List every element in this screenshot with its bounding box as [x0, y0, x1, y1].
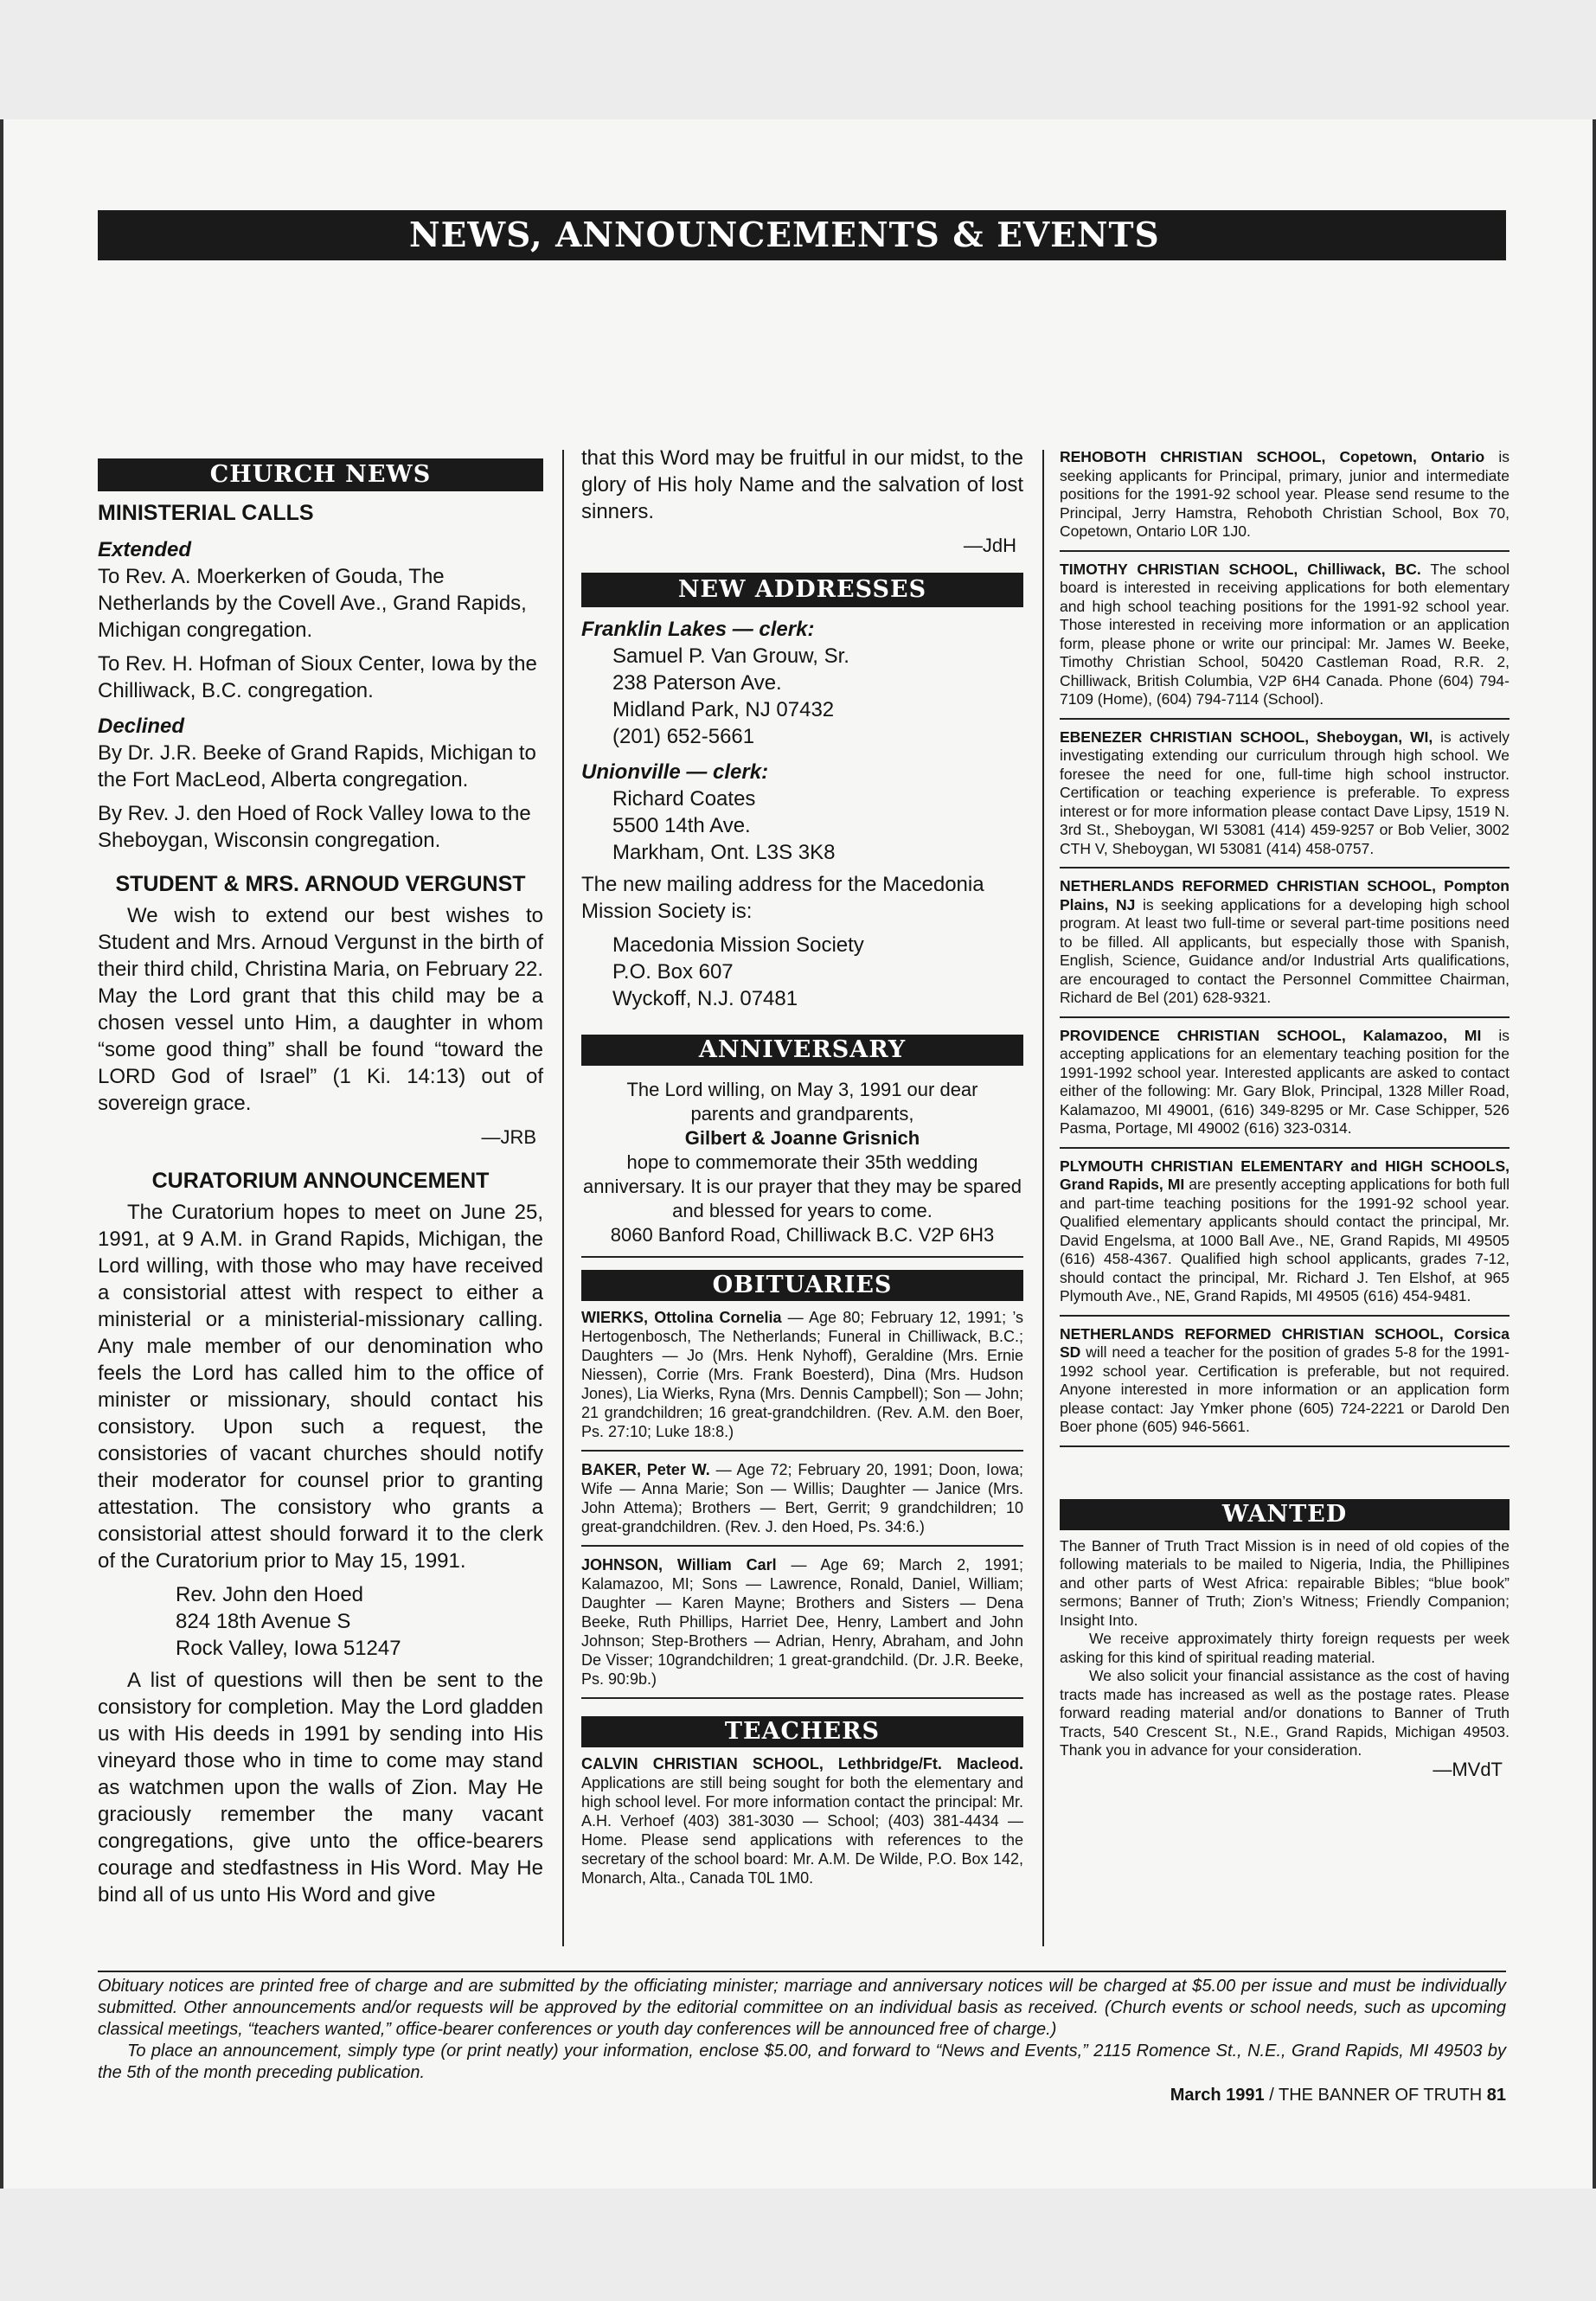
address-line: Markham, Ont. L3S 3K8 [612, 841, 836, 864]
column-addresses [581, 445, 1023, 1888]
anniversary-names: Gilbert & Joanne Grisnich [684, 1127, 920, 1149]
footer-note-2: To place an announcement, simply type (or print neatly) your information, enclose $5.00, and forward to “News and Events,” 2115 Romence St., N.E., Grand Rapids, MI 49503 by the 5th of the month preceding publication. [98, 2041, 1506, 2082]
teachers-entry [581, 1754, 1023, 1888]
column-schools [1060, 448, 1509, 1779]
school-name: NETHERLANDS REFORMED CHRISTIAN SCHOOL, Pompton Plains, NJ [1060, 877, 1509, 913]
page-edge-left [0, 119, 3, 2189]
student-body: We wish to extend our best wishes to Student and Mrs. Arnoud Vergunst in the birth of their third child, Christina Maria, on February 22. May the Lord grant that this child may be a chosen vessel unto Him, a daughter in whom “some good thing” shall be found “toward the LORD God of Israel” (1 Ki. 14:13) out of sovereign grace. [98, 904, 543, 1115]
wanted-text-1: The Banner of Truth Tract Mission is in need of old copies of the following materials to be mailed to Nigeria, India, the Phillipines and other parts of West Africa: repairable Bibles; “blue book” sermons; Banner of Truth; Zion’s Witness; Friendly Companion; Insight Into. [1060, 1536, 1509, 1629]
school-name: CALVIN CHRISTIAN SCHOOL, Lethbridge/Ft. Macleod. [581, 1755, 1023, 1772]
school-entry [1060, 1325, 1509, 1447]
declined-label: Declined [98, 715, 185, 738]
obituaries-list [581, 1308, 1023, 1699]
new-addresses-banner: NEW ADDRESSES [581, 573, 1023, 607]
school-entry [1060, 877, 1509, 1018]
address-line: Samuel P. Van Grouw, Sr. [612, 644, 849, 668]
anniversary-line: hope to commemorate their 35th wedding anniversary. It is our prayer that they may be spared and blessed for years to come. [582, 1151, 1022, 1221]
school-entry [1060, 1027, 1509, 1149]
declined-call-2: By Rev. J. den Hoed of Rock Valley Iowa to the Sheboygan, Wisconsin congregation. [98, 802, 531, 852]
curatorium-heading: CURATORIUM ANNOUNCEMENT [151, 1169, 490, 1193]
folio-date: March 1991 [1170, 2086, 1265, 2105]
unionville-label: Unionville — clerk: [581, 760, 769, 784]
obituary-entry [581, 1555, 1023, 1699]
curatorium-address [176, 1581, 543, 1662]
curatorium-body-2: A list of questions will then be sent to the consistory for completion. May the Lord gladden us with His deeds in 1991 by sending into His vineyard those who in time to come may stand as watchmen upon the walls of Zion. May He graciously remember the many vacant congregations, give unto the office-bearers courage and stedfastness in His Word. May He bind all of us unto His Word and give [98, 1669, 543, 1907]
declined-call-1: By Dr. J.R. Beeke of Grand Rapids, Michigan to the Fort MacLeod, Alberta congregation. [98, 741, 536, 792]
address-line: Rock Valley, Iowa 51247 [176, 1637, 401, 1660]
teachers-banner: TEACHERS [581, 1716, 1023, 1747]
school-text: is actively investigating extending our curriculum through high school. We foresee the need for one, full-time high school instructor. Certification or teaching experience is preferable. To express interest or for more information please contact Dave Lipsy, 1519 N. 3rd St., Sheboygan, WI 53081 (414) 459-9257 or Bob Velier, 3002 CTH V, Sheboygan, WI 53081 (414) 458-0757. [1060, 727, 1510, 857]
church-news-banner: CHURCH NEWS [98, 458, 543, 491]
school-entry [1060, 448, 1509, 552]
address-line: (201) 652-5661 [612, 725, 755, 748]
folio-publication: / THE BANNER OF TRUTH [1264, 2086, 1487, 2105]
school-text: will need a teacher for the position of grades 5-8 for the 1991-1992 school year. Certification is preferable, but not required. Anyone interested in more information or an application form please contact: Jay Ymker phone (605) 724-2221 or Darold Den Boer phone (605) 946-5661. [1060, 1343, 1509, 1435]
wanted-text-2: We receive approximately thirty foreign requests per week asking for this kind of spiritual reading material. [1060, 1630, 1509, 1666]
obituary-entry [581, 1460, 1023, 1547]
obituary-name: BAKER, Peter W. [581, 1461, 710, 1478]
ministerial-calls-heading: MINISTERIAL CALLS [98, 501, 314, 525]
wanted-banner: WANTED [1060, 1499, 1509, 1530]
extended-label: Extended [98, 538, 192, 561]
school-text: Applications are still being sought for both the elementary and high school level. For more information contact the principal: Mr. A.H. Verhoef (403) 381-3030 — School; (403) 381-4434 — Home. Please send applications with references to the secretary of the school board: Mr. A.M. De Wilde, P.O. Box 142, Monarch, Alta., Canada T0L 1M0. [581, 1774, 1023, 1887]
anniversary-line: The Lord willing, on May 3, 1991 our dear [626, 1079, 978, 1100]
school-text: is accepting applications for an elementary teaching position for the 1991-1992 school year. Interested applicants are asked to contact either of the following: Mr. Gary Blok, Principal, 1328 Miller Road, Kalamazoo, MI 49001, (616) 349-8295 or Mr. Case Schipper, 526 Pasma, Portage, MI 49002 (616) 323-0314. [1060, 1026, 1510, 1137]
anniversary-banner: ANNIVERSARY [581, 1035, 1023, 1066]
student-heading: STUDENT & MRS. ARNOUD VERGUNST [115, 872, 526, 896]
footer-note-1: Obituary notices are printed free of charge and are submitted by the officiating minister; marriage and anniversary notices will be charged at $5.00 per issue and must be individually submitted. Other announcements and/or requests will be approved by the editorial committee on an individual basis as received. (Church events or school needs, such as upcoming classical meetings, “teachers wanted,” office-bearer conferences or youth day conferences will be announced free of charge.) [98, 1977, 1506, 2039]
school-name: NETHERLANDS REFORMED CHRISTIAN SCHOOL, Corsica SD [1060, 1324, 1509, 1361]
page-title: NEWS, ANNOUNCEMENTS & EVENTS [98, 210, 1506, 260]
curatorium-body: The Curatorium hopes to meet on June 25, 1991, at 9 A.M. in Grand Rapids, Michigan, the Lord willing, with those who may have received a consistorial attest with respect to either a ministerial or a ministerial-missionary calling. Any male member of our denomination who feels the Lord has called him to the office of minister or missionary, should contact his consistory. Upon such a request, the consistories of vacant churches should notify their moderator for counsel prior to granting attestation. The consistory who grants a consistorial attest should forward it to the clerk of the Curatorium prior to May 15, 1991. [98, 1201, 543, 1573]
student-signature: —JRB [481, 1126, 536, 1148]
school-text: are presently accepting applications for both full and part-time teaching positions for the 1991-92 school year. Qualified elementary applicants should contact the principal, Mr. David Engelsma, at 1000 Ball Ave., NE, Grand Rapids, MI 49505 (616) 458-4367. Qualified high school applicants, grades 7-12, should contact the principal, Mr. Richard J. Ten Elshof, at 965 Plymouth Ave., NE, Grand Rapids, MI 49505 (616) 454-9481. [1060, 1176, 1510, 1304]
address-line: Rev. John den Hoed [176, 1583, 364, 1606]
school-name: REHOBOTH CHRISTIAN SCHOOL, Copetown, Ontario [1060, 448, 1485, 465]
unionville-address [612, 785, 1023, 866]
school-text: The school board is interested in receiving applications for both elementary and high school teaching positions for the 1991-92 school year. Those interested in receiving more information or an application form, please phone or write our principal: Mr. James W. Beeke, Timothy Christian School, 50420 Castleman Road, R.R. 2, Chilliwack, British Columbia, V2P 6H4 Canada. Phone (604) 794-7109 (Home), (604) 794-7114 (School). [1060, 560, 1509, 708]
anniversary-address: 8060 Banford Road, Chilliwack B.C. V2P 6H3 [610, 1224, 995, 1246]
address-line: 5500 14th Ave. [612, 814, 751, 837]
extended-call-2: To Rev. H. Hofman of Sioux Center, Iowa by the Chilliwack, B.C. congregation. [98, 652, 537, 702]
column-divider [562, 450, 564, 1946]
wanted-signature: —MVdT [1433, 1758, 1503, 1780]
address-line: 824 18th Avenue S [176, 1610, 351, 1633]
obituary-name: JOHNSON, William Carl [581, 1556, 777, 1574]
anniversary-line: parents and grandparents, [690, 1103, 914, 1125]
address-line: Richard Coates [612, 787, 756, 811]
school-name: EBENEZER CHRISTIAN SCHOOL, Sheboygan, WI, [1060, 727, 1433, 746]
obituaries-banner: OBITUARIES [581, 1270, 1023, 1301]
address-line: Macedonia Mission Society [612, 933, 864, 957]
wanted-text-3: We also solicit your financial assistance as the cost of having tracts made has increased as well as the postage rates. Please forward reading material and/or donations to Banner of Truth Tracts, 540 Crescent St., N.E., Grand Rapids, Michigan 49503. Thank you in advance for your consideration. [1060, 1667, 1509, 1759]
anniversary-notice [581, 1078, 1023, 1247]
folio-page-number: 81 [1486, 2086, 1506, 2105]
divider [581, 1256, 1023, 1258]
school-name: PROVIDENCE CHRISTIAN SCHOOL, Kalamazoo, MI [1060, 1026, 1482, 1044]
franklin-lakes-address [612, 643, 1023, 750]
address-line: Wyckoff, N.J. 07481 [612, 987, 798, 1010]
school-entry [1060, 728, 1509, 869]
page-folio [1170, 2086, 1506, 2106]
extended-call-1: To Rev. A. Moerkerken of Gouda, The Netherlands by the Covell Ave., Grand Rapids, Michigan congregation. [98, 565, 527, 642]
macedonia-intro: The new mailing address for the Macedonia Mission Society is: [581, 873, 984, 923]
school-entry [1060, 1157, 1509, 1317]
obituary-text: — Age 69; March 2, 1991; Kalamazoo, MI; Sons — Lawrence, Ronald, Daniel, William; Daughter — Karen Mayne; Brothers and Sisters — Dena Beeke, Ruth Phillips, Harriet Dee, Henry, Lambert and John Johnson; Step-Brothers — Adrian, Henry, Abraham, and John De Visser; 10grandchildren; 1 great-grandchild. (Dr. J.R. Beeke, Ps. 90:9b.) [581, 1556, 1023, 1688]
school-name: PLYMOUTH CHRISTIAN ELEMENTARY and HIGH SCHOOLS, Grand Rapids, MI [1060, 1157, 1509, 1193]
address-line: P.O. Box 607 [612, 960, 734, 984]
school-name: TIMOTHY CHRISTIAN SCHOOL, Chilliwack, BC. [1060, 560, 1421, 578]
column-divider [1042, 450, 1044, 1946]
address-line: Midland Park, NJ 07432 [612, 698, 835, 721]
obituary-entry [581, 1308, 1023, 1452]
school-entry [1060, 561, 1509, 720]
franklin-lakes-label: Franklin Lakes — clerk: [581, 618, 815, 641]
macedonia-address [612, 932, 1023, 1012]
obituary-name: WIERKS, Ottolina Cornelia [581, 1309, 782, 1326]
column-church-news [98, 450, 543, 1915]
footer-note [98, 1971, 1506, 2084]
continued-text: that this Word may be fruitful in our midst, to the glory of His holy Name and the salvation of lost sinners. [581, 446, 1023, 523]
page-edge-right [1593, 119, 1596, 2189]
obituary-text: — Age 72; February 20, 1991; Doon, Iowa; Wife — Anna Marie; Son — Willis; Daughter — Janice (Mrs. John Attema); Brothers — Bert, Gerrit; 9 grandchildren; 10 great-grandchildren. (Rev. J. den Hoed, Ps. 34:6.) [581, 1461, 1023, 1535]
continued-signature: —JdH [963, 535, 1016, 556]
address-line: 238 Paterson Ave. [612, 671, 782, 695]
school-text: is seeking applicants for Principal, primary, junior and intermediate positions for the 1991-92 school year. Please send resume to the Principal, Jerry Hamstra, Rehoboth Christian School, Box 70, Copetown, Ontario L0R 1J0. [1060, 448, 1509, 540]
school-text: is seeking applications for a developing high school program. At least two full-time or several part-time positions need to be filled. All applicants, but especially those with Spanish, English, Science, Guidance and/or Industrial Arts qualifications, are encouraged to contact the Personnel Committee Chairman, Richard de Bel (201) 628-9321. [1060, 895, 1509, 1006]
obituary-text: — Age 80; February 12, 1991; ’s Hertogenbosch, The Netherlands; Funeral in Chilliwack, B.C.; Daughters — Jo (Mrs. Henk Nyhoff), Geraldine (Mrs. Ernie Niessen), Corrie (Mrs. Frank Boesterd), Dina (Mrs. Hudson Jones), Lia Wierks, Ryna (Mrs. Dennis Campbell); Son — John; 21 grandchildren; 16 great-grandchildren. (Rev. A.M. den Boer, Ps. 27:10; Luke 18:8.) [581, 1309, 1023, 1440]
